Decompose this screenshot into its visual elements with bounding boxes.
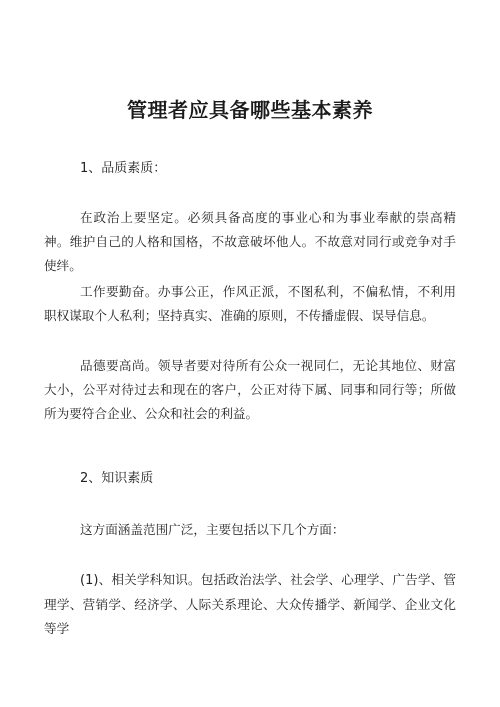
section-1-number: 1 xyxy=(80,161,89,176)
section-2-number: 2 xyxy=(80,471,89,486)
section-2-heading-text: 、知识素质 xyxy=(88,471,154,486)
section-2-heading xyxy=(80,467,153,486)
section-2-intro: 这方面涵盖范围广泛，主要包括以下几个方面： xyxy=(80,522,345,537)
section-2-item-1 xyxy=(44,568,456,641)
section-1-heading xyxy=(80,157,166,176)
document-title: 管理者应具备哪些基本素养 xyxy=(127,98,373,122)
section-1-heading-text: 、品质素质： xyxy=(88,161,167,176)
section-2-item-1-text: 、相关学科知识。包括政治法学、社会学、心理学、广告学、管理学、营销学、经济学、人际关系理论、大众传播学、新闻学、企业文化等学 xyxy=(44,572,456,636)
section-1-paragraph-2: 工作要勤奋。办事公正，作风正派，不图私利，不偏私情，不利用职权谋取个人私利；坚持真实、准确的原则，不传播虚假、误导信息。 xyxy=(44,284,456,323)
section-2-item-1-number: (1) xyxy=(80,573,99,588)
section-1-paragraph-3: 品德要高尚。领导者要对待所有公众一视同仁，无论其地位、财富大小，公平对待过去和现在的客户，公正对待下属、同事和同行等；所做所为要符合企业、公众和社会的利益。 xyxy=(44,358,456,421)
section-1-paragraph-1: 在政治上要坚定。必须具备高度的事业心和为事业奉献的崇高精神。维护自己的人格和国格，不故意破坏他人。不故意对同行或竞争对手使绊。 xyxy=(44,210,456,273)
